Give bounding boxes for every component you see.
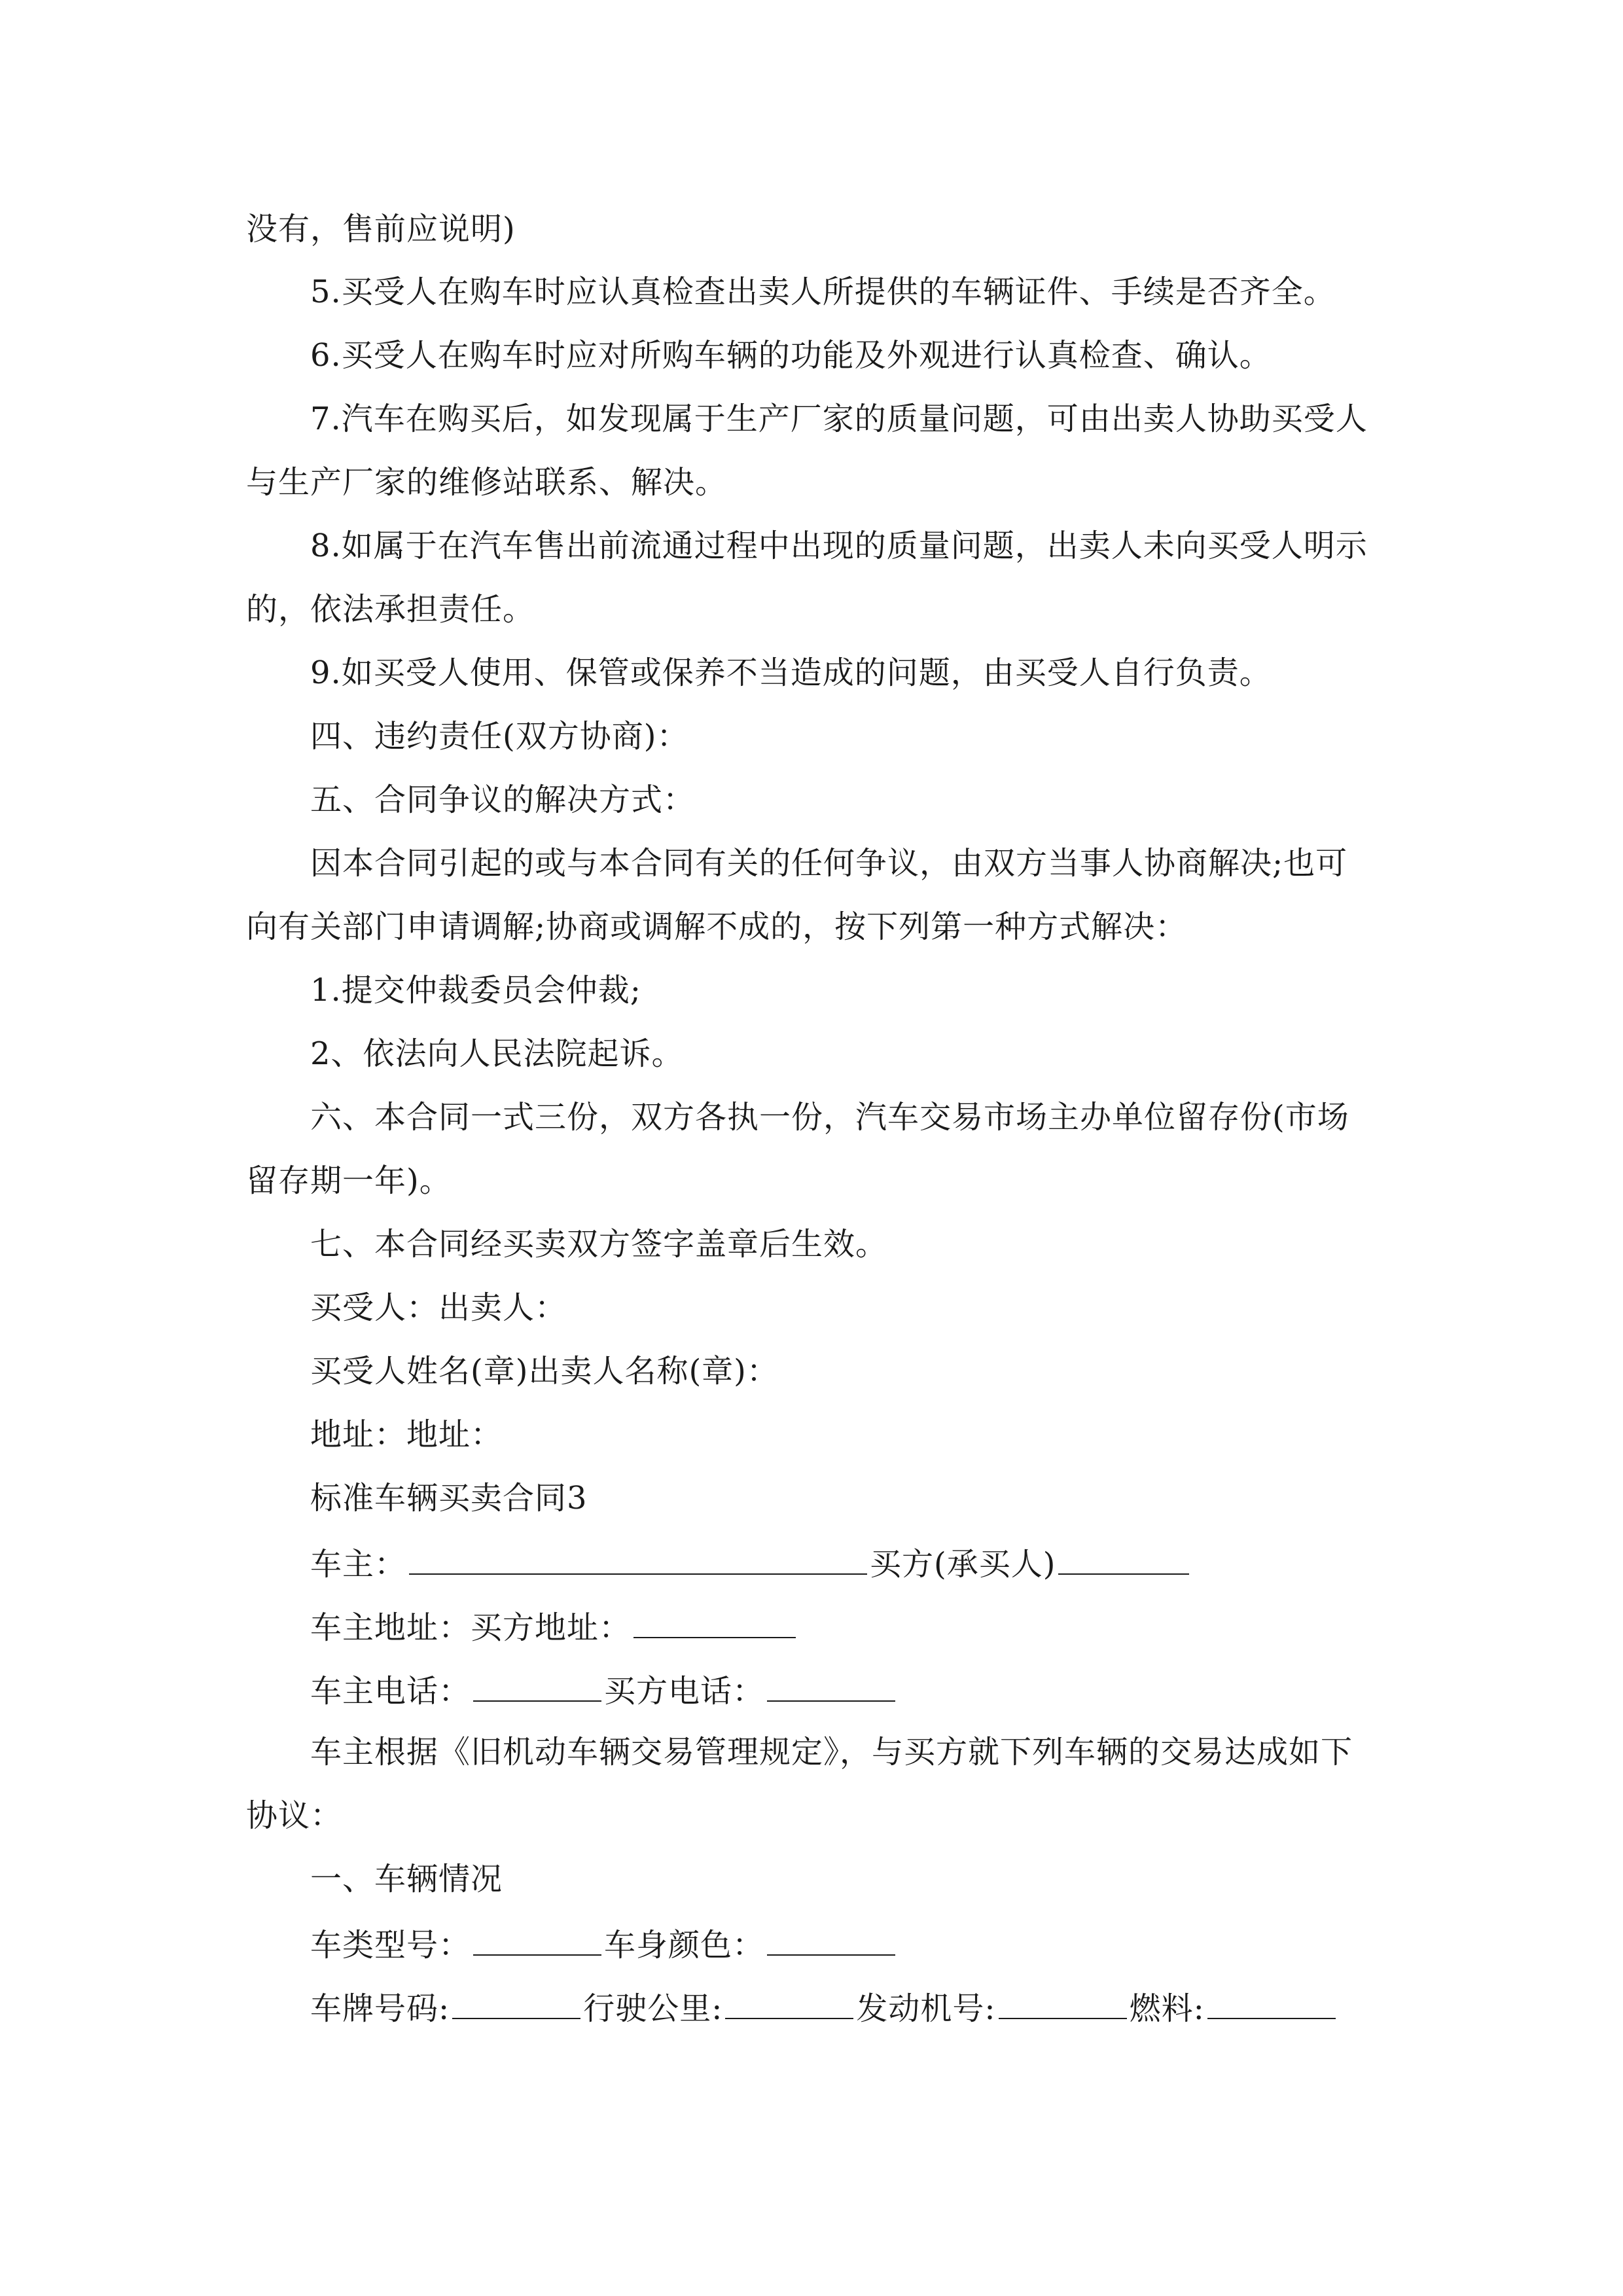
- text-line: 的，依法承担责任。: [246, 591, 535, 628]
- agreement-line: 协议：: [246, 1797, 343, 1834]
- clause-7: 7.汽车在购买后，如发现属于生产厂家的质量问题，可由出卖人协助买受人: [310, 401, 1368, 437]
- text-line: 没有，售前应说明): [246, 211, 516, 247]
- text-line: 留存期一年)。: [246, 1162, 452, 1199]
- address-label: 车主地址：买方地址：: [310, 1609, 632, 1646]
- clause-6: 6.买受人在购车时应对所购车辆的功能及外观进行认真检查、确认。: [310, 337, 1272, 374]
- vehicle-type-blank: [473, 1922, 601, 1956]
- owner-blank: [409, 1541, 867, 1575]
- address-line: 地址：地址：: [310, 1416, 503, 1453]
- vehicle-type-line: [310, 1922, 1385, 1966]
- clause-8: 8.如属于在汽车售出前流通过程中出现的质量问题，出卖人未向买受人明示: [310, 528, 1368, 564]
- section-heading: 四、违约责任(双方协商)：: [310, 718, 689, 755]
- section-heading: 一、车辆情况: [310, 1861, 503, 1897]
- buyer-address-blank: [633, 1604, 796, 1638]
- phone-line: [310, 1668, 1385, 1712]
- section-heading: 五、合同争议的解决方式：: [310, 781, 696, 818]
- buyer-phone-label: 买方电话：: [604, 1673, 765, 1710]
- clause-9: 9.如买受人使用、保管或保养不当造成的问题，由买受人自行负责。: [310, 655, 1272, 691]
- mileage-label: 行驶公里:: [583, 1990, 723, 2027]
- owner-address-line: [310, 1604, 1385, 1649]
- list-item: 2、依法向人民法院起诉。: [310, 1035, 684, 1072]
- fuel-label: 燃料:: [1129, 1990, 1205, 2027]
- list-item: 1.提交仲裁委员会仲裁;: [310, 972, 641, 1009]
- body-color-label: 车身颜色：: [604, 1927, 765, 1964]
- contract-title: 标准车辆买卖合同3: [310, 1480, 588, 1516]
- text-line: 向有关部门申请调解;协商或调解不成的，按下列第一种方式解决：: [246, 908, 1188, 945]
- text-line: 与生产厂家的维修站联系、解决。: [246, 464, 728, 501]
- buyer-phone-blank: [767, 1668, 895, 1702]
- owner-phone-label: 车主电话：: [310, 1673, 471, 1710]
- owner-label: 车主：: [310, 1546, 407, 1583]
- plate-blank: [452, 1985, 580, 2019]
- section-heading: 七、本合同经买卖双方签字盖章后生效。: [310, 1226, 888, 1263]
- section-heading: 六、本合同一式三份，双方各执一份，汽车交易市场主办单位留存份(市场: [310, 1099, 1349, 1136]
- clause-5: 5.买受人在购车时应认真检查出卖人所提供的车辆证件、手续是否齐全。: [310, 274, 1336, 310]
- engine-blank: [999, 1985, 1127, 2019]
- mileage-blank: [725, 1985, 853, 2019]
- owner-phone-blank: [473, 1668, 601, 1702]
- vehicle-type-label: 车类型号：: [310, 1927, 471, 1964]
- plate-line: [310, 1985, 1385, 2030]
- signature-line: 买受人姓名(章)出卖人名称(章)：: [310, 1353, 779, 1390]
- buyer-blank: [1058, 1541, 1189, 1575]
- body-color-blank: [767, 1922, 895, 1956]
- fuel-blank: [1207, 1985, 1336, 2019]
- signature-line: 买受人：出卖人：: [310, 1289, 567, 1326]
- engine-label: 发动机号:: [856, 1990, 996, 2027]
- text-line: 因本合同引起的或与本合同有关的任何争议，由双方当事人协商解决;也可: [310, 845, 1348, 882]
- agreement-line: 车主根据《旧机动车辆交易管理规定》，与买方就下列车辆的交易达成如下: [310, 1734, 1353, 1770]
- buyer-label: 买方(承买人): [870, 1546, 1056, 1583]
- plate-label: 车牌号码:: [310, 1990, 450, 2027]
- owner-line: [310, 1541, 1385, 1585]
